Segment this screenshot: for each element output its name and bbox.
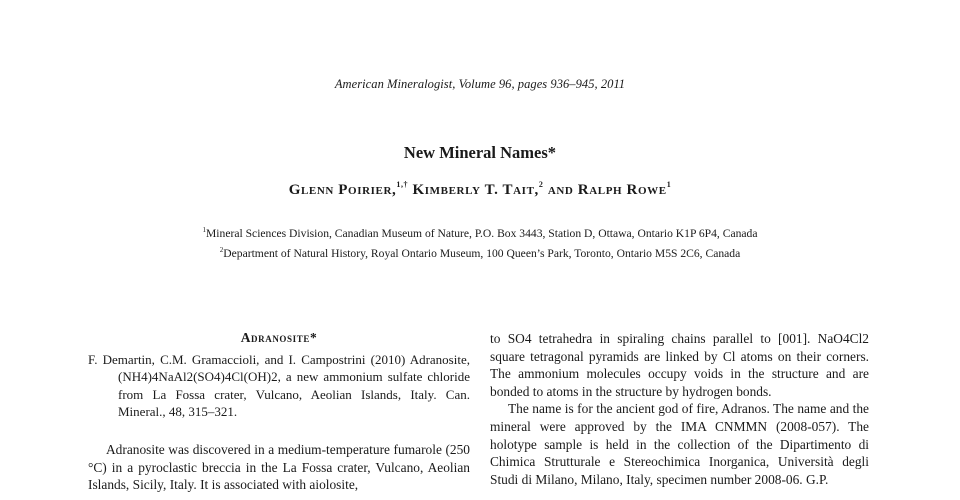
reference-citation: F. Demartin, C.M. Gramaccioli, and I. Campostrini (2010) Adranosite, (NH4)4NaAl2(SO4)4Cl(OH)2, a new ammonium sulfate chloride from La Fossa crater, Vulcano, Aeolian Islands, Italy. Can. Mineral., 48, 315–321. — [88, 351, 470, 420]
body-paragraph-continued: to SO4 tetrahedra in spiraling chains parallel to [001]. NaO4Cl2 square tetragonal pyramids are linked by Cl atoms on their corners. The ammonium molecules occupy voids in the structure and are bonded to atoms in the structure by hydrogen bonds. — [490, 331, 869, 399]
affiliation-2: $^2$Department of Natural History, Royal Ontario Museum, 100 Queen’s Park, Toronto, Ontario M5S 2C6, Canada — [219, 246, 741, 260]
affiliations — [0, 222, 960, 262]
left-column — [88, 329, 470, 494]
affiliation-1: $^1$Mineral Sciences Division, Canadian Museum of Nature, P.O. Box 3443, Station D, Ottawa, Ontario K1P 6P4, Canada — [202, 226, 758, 240]
section-heading: Adranosite* — [240, 330, 318, 345]
right-column — [490, 330, 869, 488]
article-title: New Mineral Names* — [403, 143, 557, 162]
author-list — [0, 180, 960, 199]
body-paragraph: Adranosite was discovered in a medium-temperature fumarole (250 °C) in a pyroclastic breccia in the La Fossa crater, Vulcano, Aeolian Islands, Sicily, Italy. It is associated with aiolosite, — [88, 441, 470, 493]
author-2: Kimberly T. Tait,$^2$ — [412, 180, 544, 198]
author-3: and Ralph Rowe$^1$ — [547, 180, 672, 198]
body-paragraph-name: The name is for the ancient god of fire, Adranos. The name and the mineral were approved by the IMA CNMMN (2008-057). The holotype sample is held in the collection of the Dipartimento di Chimica Strutturale e Stereochimica Inorganica, Università degli Studi di Milano, Milano, Italy, specimen number 2008-06. G.P. — [490, 401, 869, 487]
journal-citation: American Mineralogist, Volume 96, pages 936–945, 2011 — [334, 77, 626, 91]
author-1: Glenn Poirier,$^{1,\dagger}$ — [288, 180, 409, 198]
